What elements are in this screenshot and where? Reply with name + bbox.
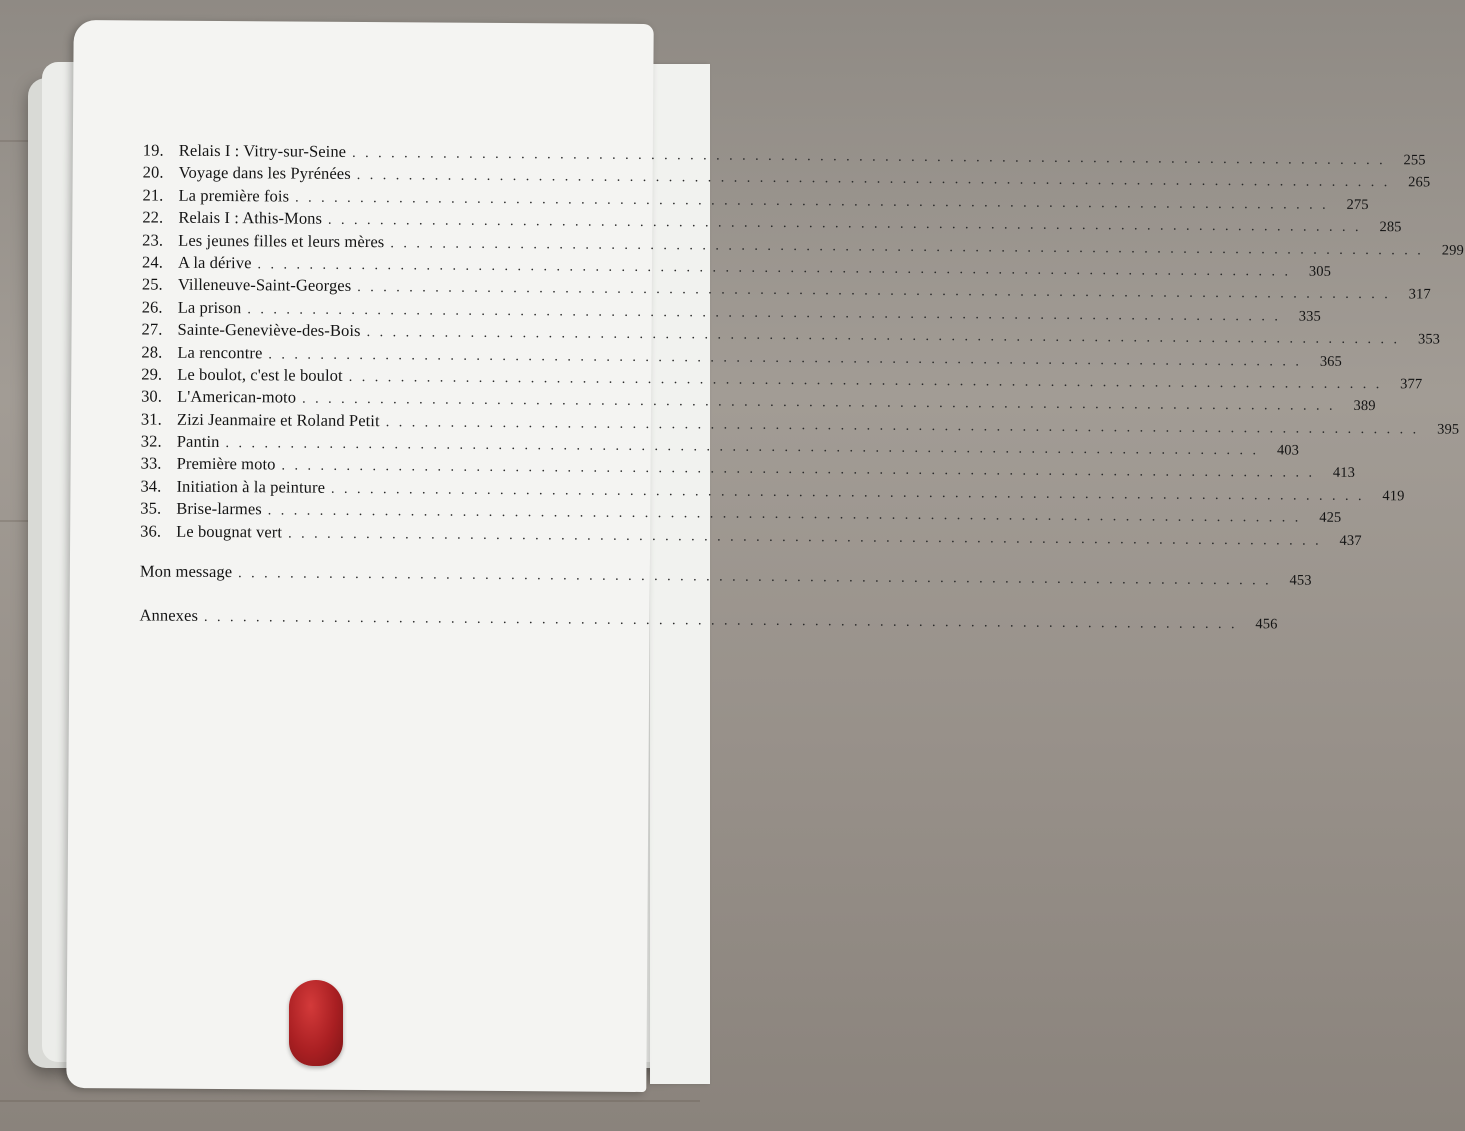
chapter-number: 30. [141,386,163,406]
chapter-title: Voyage dans les Pyrénées [178,163,351,184]
chapter-title: L'American-moto [177,387,297,407]
page-number: 365 [1319,353,1342,370]
chapter-number: 21. [142,185,164,205]
dot-leader: . . . . . . . . . . . . . . . . . . . . . . . . . . . . . . . . . . . . . . . . . . . . . . . . . . . . . . . . . . . . . . . . . . . . . . . . . . . . . . . . [267,503,1302,526]
dot-leader: . . . . . . . . . . . . . . . . . . . . . . . . . . . . . . . . . . . . . . . . . . . . . . . . . . . . . . . . . . . . . . . . . . . . . . . . . . . . . . . . [257,257,1292,280]
dot-leader: . . . . . . . . . . . . . . . . . . . . . . . . . . . . . . . . . . . . . . . . . . . . . . . . . . . . . . . . . . . . . . . . . . . . . . . . . . . . . . . . [356,168,1391,191]
toc-extras [139,561,1312,634]
page-number: 299 [1441,242,1464,259]
chapter-title: Mon message [139,561,233,582]
dot-leader: . . . . . . . . . . . . . . . . . . . . . . . . . . . . . . . . . . . . . . . . . . . . . . . . . . . . . . . . . . . . . . . . . . . . . . . . . . . . . . . . [352,145,1386,169]
chapter-title: Initiation à la peinture [176,476,326,497]
chapter-number: 19. [142,140,164,160]
chapter-title: Villeneuve-Saint-Georges [177,275,352,296]
dot-leader: . . . . . . . . . . . . . . . . . . . . . . . . . . . . . . . . . . . . . . . . . . . . . . . . . . . . . . . . . . . . . . . . . . . . . . . . . . . . . . . . [330,481,1365,504]
dot-leader: . . . . . . . . . . . . . . . . . . . . . . . . . . . . . . . . . . . . . . . . . . . . . . . . . . . . . . . . . . . . . . . . . . . . . . . . . . . . . . . . [302,391,1336,415]
chapter-number: 25. [141,274,163,294]
chapter-title: Annexes [139,605,199,625]
chapter-title: La prison [177,297,242,317]
chapter-title: Les jeunes filles et leurs mères [178,230,385,251]
chapter-number: 26. [141,297,163,317]
page-number: 453 [1289,572,1312,589]
dot-leader: . . . . . . . . . . . . . . . . . . . . . . . . . . . . . . . . . . . . . . . . . . . . . . . . . . . . . . . . . . . . . . . . . . . . . . . . . . . . . . . . [366,325,1401,348]
dot-leader: . . . . . . . . . . . . . . . . . . . . . . . . . . . . . . . . . . . . . . . . . . . . . . . . . . . . . . . . . . . . . . . . . . . . . . . . . . . . . . . . [247,301,1281,325]
page-number: 353 [1417,331,1441,348]
toc-row [140,521,1362,549]
book-page [66,20,1464,1092]
chapter-number: 22. [142,207,164,227]
chapter-number: 27. [141,319,163,339]
dot-leader: . . . . . . . . . . . . . . . . . . . . . . . . . . . . . . . . . . . . . . . . . . . . . . . . . . . . . . . . . . . . . . . . . . . . . . . . . . . . . . . . [328,212,1362,236]
chapter-number: 23. [142,230,164,250]
chapter-title: Relais I : Athis-Mons [178,207,323,228]
chapter-title: La rencontre [177,342,263,362]
dot-leader: . . . . . . . . . . . . . . . . . . . . . . . . . . . . . . . . . . . . . . . . . . . . . . . . . . . . . . . . . . . . . . . . . . . . . . . . . . . . . . . . [385,414,1420,438]
chapter-number: 32. [140,431,162,451]
chapter-number: 33. [140,453,162,474]
chapter-title: Brise-larmes [176,498,262,519]
fingernail [289,980,343,1066]
dot-leader: . . . . . . . . . . . . . . . . . . . . . . . . . . . . . . . . . . . . . . . . . . . . . . . . . . . . . . . . . . . . . . . . . . . . . . . . . . . . . . . . [390,235,1424,258]
chapter-title: La première fois [178,185,290,206]
dot-leader: . . . . . . . . . . . . . . . . . . . . . . . . . . . . . . . . . . . . . . . . . . . . . . . . . . . . . . . . . . . . . . . . . . . . . . . . . . . . . . . . [225,436,1260,459]
chapter-title: Le boulot, c'est le boulot [177,364,343,385]
page-number: 335 [1298,308,1321,325]
dot-leader: . . . . . . . . . . . . . . . . . . . . . . . . . . . . . . . . . . . . . . . . . . . . . . . . . . . . . . . . . . . . . . . . . . . . . . . . . . . . . . . . [288,526,1322,549]
toc-entries [140,140,1464,549]
page-number: 419 [1382,487,1405,505]
chapter-number: 36. [140,521,162,541]
chapter-title: A la dérive [177,252,252,273]
chapter-title: Relais I : Vitry-sur-Seine [178,140,347,161]
chapter-title: Sainte-Geneviève-des-Bois [177,319,361,341]
chapter-number: 29. [141,364,163,384]
page-number: 425 [1319,509,1342,527]
page-number: 395 [1437,421,1460,438]
page-number: 413 [1332,465,1356,482]
table-of-contents [139,140,1464,634]
dot-leader: . . . . . . . . . . . . . . . . . . . . . . . . . . . . . . . . . . . . . . . . . . . . . . . . . . . . . . . . . . . . . . . . . . . . . . . . . . . . . . . . [203,609,1238,633]
dot-leader: . . . . . . . . . . . . . . . . . . . . . . . . . . . . . . . . . . . . . . . . . . . . . . . . . . . . . . . . . . . . . . . . . . . . . . . . . . . . . . . . [268,346,1302,370]
chapter-number: 20. [142,162,164,183]
toc-extra-row [139,605,1278,634]
chapter-title: Pantin [176,431,220,452]
page-number: 285 [1379,219,1402,236]
chapter-number: 24. [141,252,164,272]
page-number: 317 [1408,286,1431,303]
dot-leader: . . . . . . . . . . . . . . . . . . . . . . . . . . . . . . . . . . . . . . . . . . . . . . . . . . . . . . . . . . . . . . . . . . . . . . . . . . . . . . . . [295,190,1329,213]
chapter-title: Le bougnat vert [176,521,283,542]
page-number: 437 [1339,532,1362,549]
dot-leader: . . . . . . . . . . . . . . . . . . . . . . . . . . . . . . . . . . . . . . . . . . . . . . . . . . . . . . . . . . . . . . . . . . . . . . . . . . . . . . . . [348,369,1383,393]
chapter-number: 35. [140,498,162,518]
page-number: 255 [1403,152,1426,169]
chapter-title: Première moto [176,454,276,474]
toc-extra-row [139,561,1312,590]
page-number: 456 [1255,616,1278,633]
dot-leader: . . . . . . . . . . . . . . . . . . . . . . . . . . . . . . . . . . . . . . . . . . . . . . . . . . . . . . . . . . . . . . . . . . . . . . . . . . . . . . . . [281,458,1316,482]
page-number: 275 [1346,196,1369,213]
wood-grain [0,1100,700,1102]
dot-leader: . . . . . . . . . . . . . . . . . . . . . . . . . . . . . . . . . . . . . . . . . . . . . . . . . . . . . . . . . . . . . . . . . . . . . . . . . . . . . . . . [238,566,1272,589]
chapter-number: 28. [141,341,163,362]
chapter-number: 31. [140,409,162,429]
dot-leader: . . . . . . . . . . . . . . . . . . . . . . . . . . . . . . . . . . . . . . . . . . . . . . . . . . . . . . . . . . . . . . . . . . . . . . . . . . . . . . . . [357,280,1391,303]
chapter-title: Zizi Jeanmaire et Roland Petit [176,409,380,430]
page-number: 377 [1400,376,1423,393]
chapter-number: 34. [140,476,162,496]
page-number: 403 [1276,442,1300,459]
page-number: 265 [1408,174,1431,191]
page-number: 389 [1353,398,1376,415]
page-number: 305 [1308,263,1332,280]
